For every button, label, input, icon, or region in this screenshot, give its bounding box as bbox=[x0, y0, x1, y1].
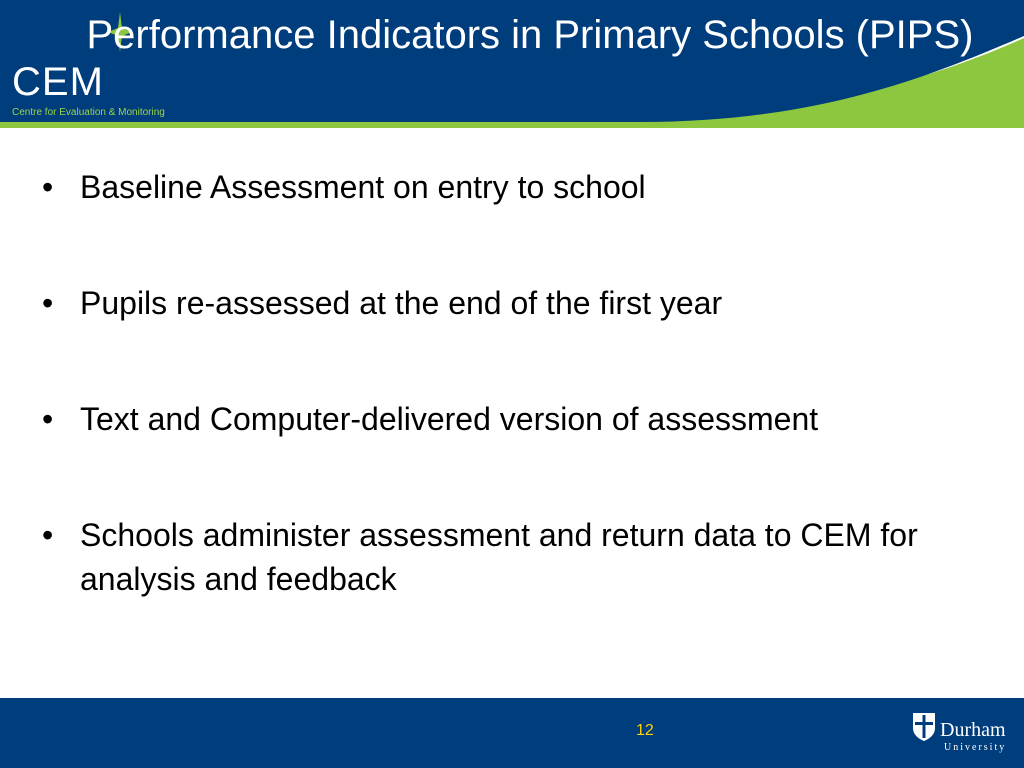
bullet-list bbox=[40, 165, 970, 673]
page-number: 12 bbox=[636, 722, 654, 739]
slide-title: Performance Indicators in Primary Schools (PIPS) bbox=[86, 13, 974, 57]
bullet-icon: • bbox=[42, 169, 54, 205]
durham-logo bbox=[912, 710, 1017, 758]
bullet-text: Schools administer assessment and return data to CEM for analysis and feedback bbox=[80, 517, 918, 597]
footer-bar bbox=[0, 698, 1024, 768]
bullet-icon: • bbox=[42, 285, 54, 321]
cem-subtitle: Centre for Evaluation & Monitoring bbox=[12, 107, 165, 118]
list-item bbox=[40, 281, 970, 325]
bullet-icon: • bbox=[42, 401, 54, 437]
list-item bbox=[40, 397, 850, 441]
durham-name: Durham bbox=[940, 719, 1006, 741]
bullet-text: Baseline Assessment on entry to school bbox=[80, 169, 646, 205]
crest-icon bbox=[912, 712, 936, 742]
list-item bbox=[40, 513, 985, 601]
bullet-text: Pupils re-assessed at the end of the first year bbox=[80, 285, 723, 321]
bullet-icon: • bbox=[42, 517, 54, 553]
durham-sub: University bbox=[944, 742, 1007, 753]
list-item bbox=[40, 165, 970, 209]
bullet-text: Text and Computer-delivered version of assessment bbox=[80, 401, 819, 437]
header-banner bbox=[0, 0, 1024, 128]
cem-wordmark: CEM bbox=[12, 60, 104, 104]
